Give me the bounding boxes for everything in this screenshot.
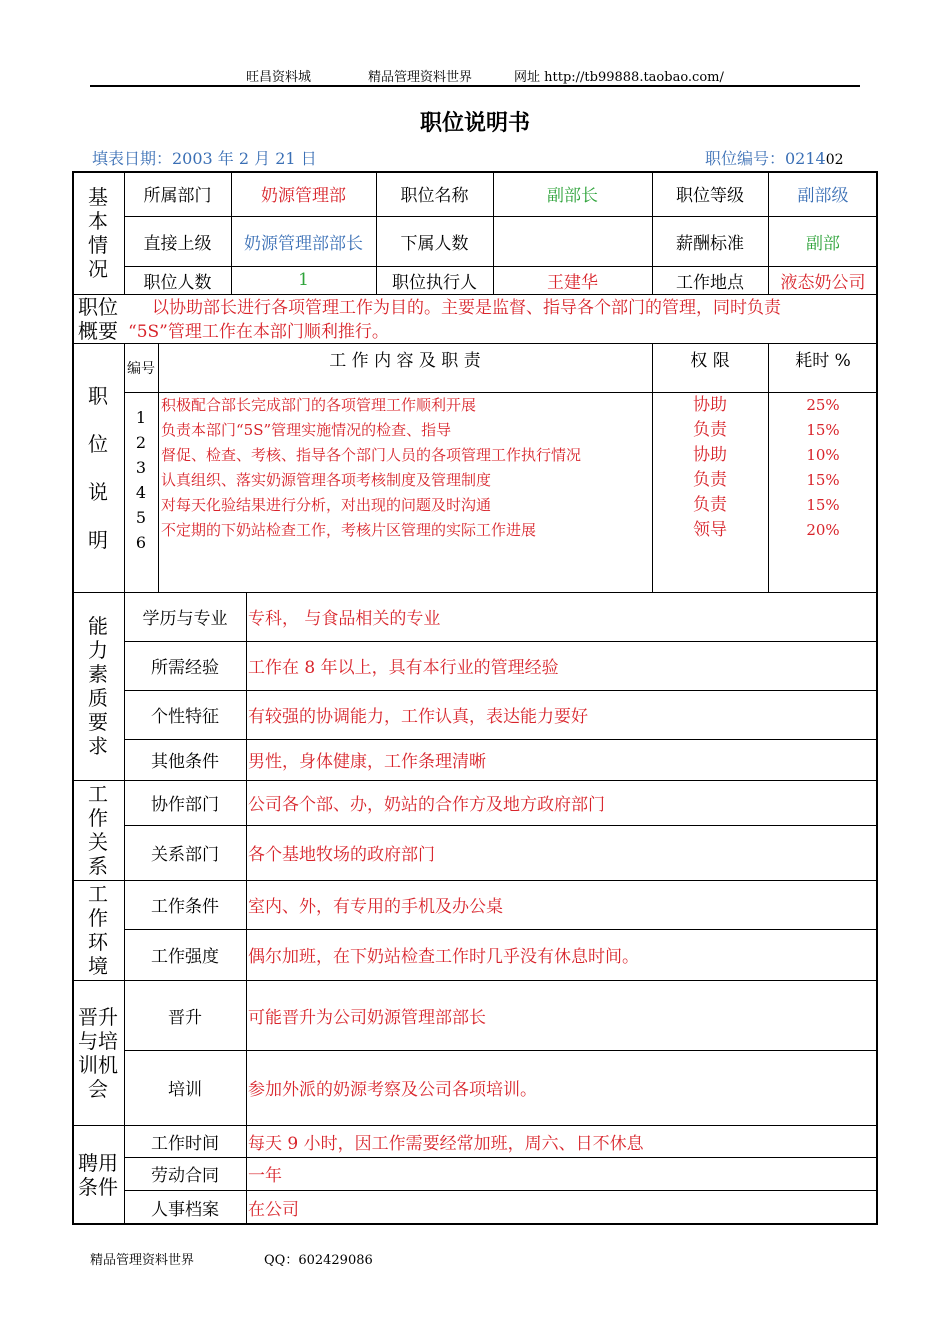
salary-value: 副部 bbox=[806, 233, 840, 254]
page-title: 职位说明书 bbox=[419, 111, 530, 136]
relation-value: 各个基地牧场的政府部门 bbox=[248, 845, 435, 865]
conditions-label: 工作条件 bbox=[151, 897, 219, 917]
duty-time-header: 耗时 % bbox=[795, 350, 851, 371]
dept-label: 所属部门 bbox=[143, 186, 212, 206]
section-promotion-training: 晋升 与培 训机 会 bbox=[78, 1004, 118, 1101]
other-label: 其他条件 bbox=[151, 752, 219, 772]
duty-item: 不定期的下奶站检查工作，考核片区管理的实际工作进展 bbox=[161, 521, 537, 539]
duty-time-shares: 25% 15% 10% 15% 15% 20% bbox=[806, 396, 840, 539]
promotion-value: 可能晋升为公司奶源管理部部长 bbox=[248, 1007, 486, 1028]
grade-value: 副部级 bbox=[797, 186, 849, 206]
subordinate-label: 下属人数 bbox=[400, 233, 469, 254]
overview-line-2: “5S”管理工作在本部门顺利推行。 bbox=[128, 322, 389, 342]
section-overview: 职位 概要 bbox=[78, 294, 118, 343]
duty-item: 督促、检查、考核、指导各个部门人员的各项管理工作执行情况 bbox=[161, 446, 582, 464]
dept-value: 奶源管理部 bbox=[261, 186, 346, 206]
section-duties: 职 位 说 明 bbox=[88, 383, 108, 552]
location-label: 工作地点 bbox=[676, 272, 744, 293]
work-hours-label: 工作时间 bbox=[151, 1133, 219, 1154]
position-name-label: 职位名称 bbox=[400, 186, 469, 206]
grade-label: 职位等级 bbox=[676, 186, 744, 206]
salary-label: 薪酬标准 bbox=[676, 233, 744, 254]
education-label: 学历与专业 bbox=[142, 609, 228, 629]
intensity-value: 偶尔加班，在下奶站检查工作时几乎没有休息时间。 bbox=[248, 947, 639, 967]
position-name-value: 副部长 bbox=[547, 186, 598, 206]
count-value: 1 bbox=[298, 270, 309, 290]
contract-value: 一年 bbox=[248, 1166, 282, 1186]
cooperation-value: 公司各个部、办，奶站的合作方及地方政府部门 bbox=[248, 795, 605, 815]
position-number bbox=[705, 146, 844, 169]
overview-text bbox=[128, 296, 876, 344]
promotion-label: 晋升 bbox=[168, 1007, 202, 1028]
header-url[interactable]: 网址 http://tb99888.taobao.com/ bbox=[514, 70, 724, 85]
position-number-label: 职位编号：0214 bbox=[705, 149, 826, 168]
experience-value: 工作在 8 年以上，具有本行业的管理经验 bbox=[248, 658, 559, 678]
executor-value: 王建华 bbox=[547, 272, 598, 293]
duty-item: 积极配合部长完成部门的各项管理工作顺利开展 bbox=[161, 396, 477, 414]
duty-item: 对每天化验结果进行分析，对出现的问题及时沟通 bbox=[161, 496, 492, 514]
duty-contents bbox=[161, 393, 581, 543]
footer-left: 精品管理资料世界 bbox=[90, 1253, 195, 1268]
work-hours-value: 每天 9 小时，因工作需要经常加班，周六、日不休息 bbox=[248, 1133, 644, 1154]
subordinate-value bbox=[493, 216, 652, 266]
fill-date: 填表日期：2003 年 2 月 21 日 bbox=[92, 149, 317, 168]
superior-value: 奶源管理部部长 bbox=[244, 233, 363, 254]
personality-label: 个性特征 bbox=[151, 707, 219, 727]
executor-label: 职位执行人 bbox=[392, 272, 477, 293]
personnel-file-label: 人事档案 bbox=[151, 1200, 219, 1220]
duty-authority-header: 权 限 bbox=[690, 350, 730, 371]
education-value: 专科， 与食品相关的专业 bbox=[248, 609, 441, 629]
section-relations: 工 作 关 系 bbox=[88, 782, 108, 878]
personnel-file-value: 在公司 bbox=[248, 1200, 299, 1220]
duty-numbers: 1 2 3 4 5 6 bbox=[135, 408, 147, 552]
location-value: 液态奶公司 bbox=[780, 272, 866, 293]
intensity-label: 工作强度 bbox=[151, 947, 219, 967]
training-label: 培训 bbox=[168, 1080, 202, 1100]
position-number-tail: 02 bbox=[825, 152, 844, 168]
header-divider bbox=[90, 85, 860, 87]
count-label: 职位人数 bbox=[143, 272, 212, 293]
section-employment: 聘用 条件 bbox=[78, 1151, 118, 1199]
header-site-name: 旺昌资料城 bbox=[246, 70, 312, 85]
duty-no-header: 编号 bbox=[127, 360, 155, 377]
duty-content-header: 工 作 内 容 及 职 责 bbox=[329, 350, 481, 371]
relation-label: 关系部门 bbox=[151, 845, 219, 865]
section-basic-info: 基 本 情 况 bbox=[88, 184, 108, 281]
duty-item: 认真组织、落实奶源管理各项考核制度及管理制度 bbox=[161, 471, 492, 489]
header-slogan: 精品管理资料世界 bbox=[368, 70, 473, 85]
personality-value: 有较强的协调能力，工作认真，表达能力要好 bbox=[248, 707, 588, 727]
superior-label: 直接上级 bbox=[143, 233, 212, 254]
contract-label: 劳动合同 bbox=[151, 1166, 219, 1186]
cooperation-label: 协作部门 bbox=[151, 795, 219, 815]
duty-authorities: 协助 负责 协助 负责 负责 领导 bbox=[693, 395, 727, 540]
conditions-value: 室内、外，有专用的手机及办公桌 bbox=[248, 897, 503, 917]
training-value: 参加外派的奶源考察及公司各项培训。 bbox=[248, 1080, 537, 1100]
section-ability: 能 力 素 质 要 求 bbox=[88, 614, 108, 758]
section-environment: 工 作 环 境 bbox=[88, 882, 108, 978]
overview-line-1: 以协助部长进行各项管理工作为目的。主要是监督、指导各个部门的管理，同时负责 bbox=[152, 298, 781, 318]
experience-label: 所需经验 bbox=[151, 658, 219, 678]
duty-item: 负责本部门“5S”管理实施情况的检查、指导 bbox=[161, 421, 452, 439]
other-value: 男性，身体健康，工作条理清晰 bbox=[248, 752, 486, 772]
footer-qq: QQ：602429086 bbox=[264, 1253, 373, 1268]
